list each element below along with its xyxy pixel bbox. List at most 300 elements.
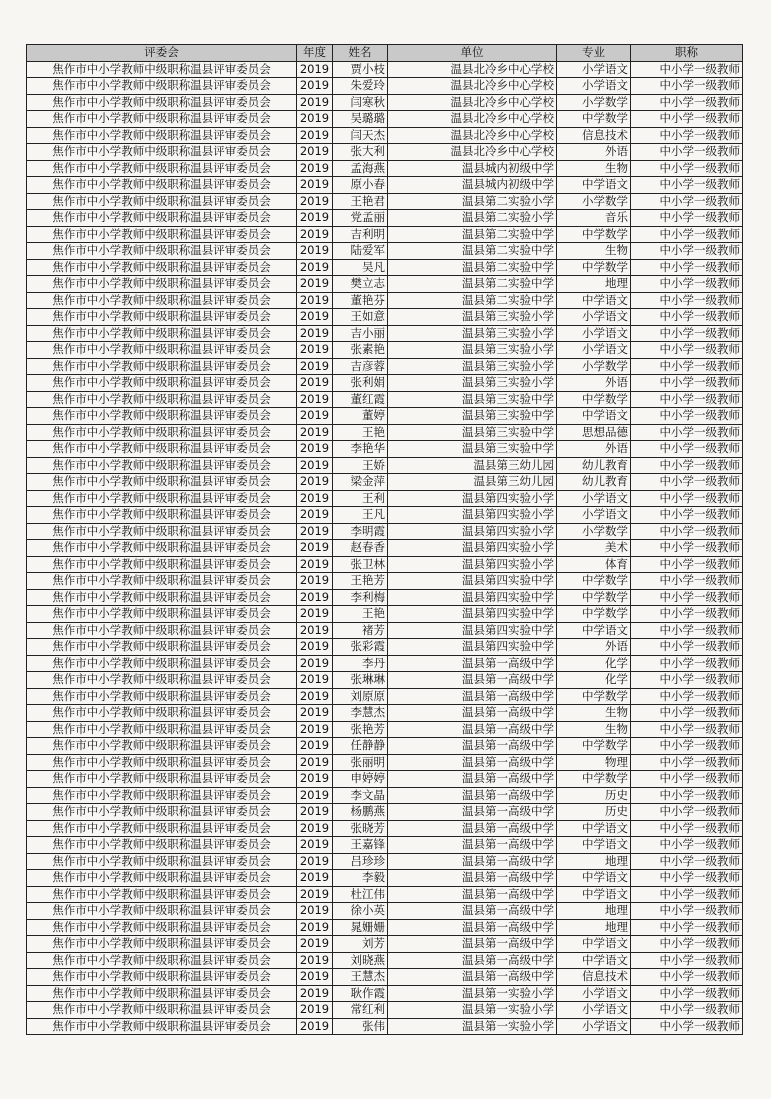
- cell-unit: 温县北冷乡中心学校: [388, 78, 557, 95]
- cell-unit: 温县城内初级中学: [388, 177, 557, 194]
- cell-unit: 温县北冷乡中心学校: [388, 111, 557, 128]
- cell-name: 樊立志: [333, 276, 388, 293]
- cell-committee: 焦作市中小学教师中级职称温县评审委员会: [27, 787, 297, 804]
- cell-name: 张大利: [333, 144, 388, 161]
- cell-year: 2019: [297, 606, 333, 623]
- cell-title: 中小学一级教师: [631, 243, 743, 260]
- cell-committee: 焦作市中小学教师中级职称温县评审委员会: [27, 177, 297, 194]
- table-row: [27, 672, 743, 689]
- cell-unit: 温县第二实验中学: [388, 276, 557, 293]
- cell-major: 中学语文: [557, 870, 631, 887]
- cell-title: 中小学一级教师: [631, 177, 743, 194]
- cell-name: 张丽明: [333, 754, 388, 771]
- cell-major: 小学语文: [557, 1002, 631, 1019]
- cell-name: 张素艳: [333, 342, 388, 359]
- cell-major: 地理: [557, 853, 631, 870]
- table-row: [27, 985, 743, 1002]
- cell-committee: 焦作市中小学教师中级职称温县评审委员会: [27, 639, 297, 656]
- table-row: [27, 457, 743, 474]
- cell-title: 中小学一级教师: [631, 523, 743, 540]
- cell-name: 梁金萍: [333, 474, 388, 491]
- cell-name: 吴凡: [333, 259, 388, 276]
- cell-unit: 温县第四实验中学: [388, 606, 557, 623]
- cell-title: 中小学一级教师: [631, 474, 743, 491]
- cell-unit: 温县第一高级中学: [388, 820, 557, 837]
- cell-major: 音乐: [557, 210, 631, 227]
- cell-name: 申婷婷: [333, 771, 388, 788]
- cell-committee: 焦作市中小学教师中级职称温县评审委员会: [27, 622, 297, 639]
- table-row: [27, 226, 743, 243]
- table-row: [27, 94, 743, 111]
- cell-name: 董艳芬: [333, 292, 388, 309]
- cell-unit: 温县第一高级中学: [388, 787, 557, 804]
- cell-major: 中学数学: [557, 259, 631, 276]
- cell-unit: 温县第二实验小学: [388, 193, 557, 210]
- cell-committee: 焦作市中小学教师中级职称温县评审委员会: [27, 309, 297, 326]
- cell-year: 2019: [297, 243, 333, 260]
- cell-major: 中学数学: [557, 688, 631, 705]
- cell-name: 王利: [333, 490, 388, 507]
- cell-committee: 焦作市中小学教师中级职称温县评审委员会: [27, 61, 297, 78]
- cell-unit: 温县第一高级中学: [388, 738, 557, 755]
- cell-name: 李毅: [333, 870, 388, 887]
- cell-year: 2019: [297, 573, 333, 590]
- table-row: [27, 111, 743, 128]
- cell-year: 2019: [297, 936, 333, 953]
- cell-title: 中小学一级教师: [631, 78, 743, 95]
- table-row: [27, 523, 743, 540]
- table-row: [27, 1002, 743, 1019]
- cell-committee: 焦作市中小学教师中级职称温县评审委员会: [27, 474, 297, 491]
- cell-name: 耿作霞: [333, 985, 388, 1002]
- cell-unit: 温县第三幼儿园: [388, 474, 557, 491]
- cell-name: 吉彦蓉: [333, 358, 388, 375]
- cell-committee: 焦作市中小学教师中级职称温县评审委员会: [27, 441, 297, 458]
- cell-major: 小学语文: [557, 61, 631, 78]
- cell-year: 2019: [297, 457, 333, 474]
- cell-year: 2019: [297, 754, 333, 771]
- cell-committee: 焦作市中小学教师中级职称温县评审委员会: [27, 985, 297, 1002]
- table-row: [27, 358, 743, 375]
- cell-unit: 温县北冷乡中心学校: [388, 127, 557, 144]
- cell-committee: 焦作市中小学教师中级职称温县评审委员会: [27, 210, 297, 227]
- cell-major: 生物: [557, 160, 631, 177]
- cell-major: 生物: [557, 243, 631, 260]
- table-row: [27, 540, 743, 557]
- cell-committee: 焦作市中小学教师中级职称温县评审委员会: [27, 94, 297, 111]
- cell-name: 王艳芳: [333, 573, 388, 590]
- cell-title: 中小学一级教师: [631, 276, 743, 293]
- cell-committee: 焦作市中小学教师中级职称温县评审委员会: [27, 721, 297, 738]
- cell-committee: 焦作市中小学教师中级职称温县评审委员会: [27, 754, 297, 771]
- cell-major: 物理: [557, 754, 631, 771]
- cell-title: 中小学一级教师: [631, 787, 743, 804]
- cell-title: 中小学一级教师: [631, 144, 743, 161]
- cell-unit: 温县第一高级中学: [388, 837, 557, 854]
- cell-title: 中小学一级教师: [631, 457, 743, 474]
- cell-committee: 焦作市中小学教师中级职称温县评审委员会: [27, 457, 297, 474]
- cell-year: 2019: [297, 408, 333, 425]
- table-row: [27, 903, 743, 920]
- cell-major: 小学语文: [557, 507, 631, 524]
- cell-major: 信息技术: [557, 127, 631, 144]
- cell-major: 外语: [557, 375, 631, 392]
- cell-committee: 焦作市中小学教师中级职称温县评审委员会: [27, 672, 297, 689]
- cell-year: 2019: [297, 820, 333, 837]
- cell-name: 吉利明: [333, 226, 388, 243]
- cell-name: 吕珍珍: [333, 853, 388, 870]
- cell-year: 2019: [297, 94, 333, 111]
- cell-major: 中学数学: [557, 589, 631, 606]
- cell-name: 徐小英: [333, 903, 388, 920]
- cell-major: 中学语文: [557, 952, 631, 969]
- cell-major: 化学: [557, 655, 631, 672]
- cell-year: 2019: [297, 952, 333, 969]
- cell-unit: 温县第三实验中学: [388, 424, 557, 441]
- cell-unit: 温县第四实验中学: [388, 573, 557, 590]
- table-row: [27, 160, 743, 177]
- table-row: [27, 259, 743, 276]
- cell-title: 中小学一级教师: [631, 210, 743, 227]
- cell-year: 2019: [297, 358, 333, 375]
- cell-unit: 温县城内初级中学: [388, 160, 557, 177]
- cell-name: 王艳: [333, 424, 388, 441]
- cell-major: 中学语文: [557, 292, 631, 309]
- cell-title: 中小学一级教师: [631, 556, 743, 573]
- cell-title: 中小学一级教师: [631, 606, 743, 623]
- cell-title: 中小学一级教师: [631, 705, 743, 722]
- cell-major: 小学数学: [557, 358, 631, 375]
- cell-year: 2019: [297, 61, 333, 78]
- cell-major: 小学数学: [557, 94, 631, 111]
- cell-major: 中学数学: [557, 738, 631, 755]
- cell-committee: 焦作市中小学教师中级职称温县评审委员会: [27, 276, 297, 293]
- cell-year: 2019: [297, 540, 333, 557]
- cell-title: 中小学一级教师: [631, 903, 743, 920]
- cell-major: 中学语文: [557, 820, 631, 837]
- cell-committee: 焦作市中小学教师中级职称温县评审委员会: [27, 1018, 297, 1035]
- cell-title: 中小学一级教师: [631, 342, 743, 359]
- cell-year: 2019: [297, 903, 333, 920]
- table-row: [27, 243, 743, 260]
- cell-title: 中小学一级教师: [631, 721, 743, 738]
- cell-major: 地理: [557, 919, 631, 936]
- cell-unit: 温县第一高级中学: [388, 853, 557, 870]
- cell-committee: 焦作市中小学教师中级职称温县评审委员会: [27, 127, 297, 144]
- cell-name: 李文晶: [333, 787, 388, 804]
- cell-title: 中小学一级教师: [631, 292, 743, 309]
- cell-name: 李艳华: [333, 441, 388, 458]
- cell-name: 张琳琳: [333, 672, 388, 689]
- cell-name: 吉小丽: [333, 325, 388, 342]
- cell-committee: 焦作市中小学教师中级职称温县评审委员会: [27, 919, 297, 936]
- table-row: [27, 804, 743, 821]
- cell-unit: 温县第一高级中学: [388, 936, 557, 953]
- cell-major: 幼儿教育: [557, 474, 631, 491]
- cell-major: 历史: [557, 804, 631, 821]
- cell-committee: 焦作市中小学教师中级职称温县评审委员会: [27, 507, 297, 524]
- cell-unit: 温县第一实验小学: [388, 1002, 557, 1019]
- cell-major: 外语: [557, 144, 631, 161]
- cell-year: 2019: [297, 969, 333, 986]
- cell-name: 王凡: [333, 507, 388, 524]
- cell-year: 2019: [297, 837, 333, 854]
- cell-year: 2019: [297, 276, 333, 293]
- cell-year: 2019: [297, 870, 333, 887]
- cell-major: 生物: [557, 705, 631, 722]
- cell-unit: 温县第一高级中学: [388, 969, 557, 986]
- cell-name: 党孟丽: [333, 210, 388, 227]
- roster-sheet: [26, 44, 742, 1035]
- cell-unit: 温县第三实验小学: [388, 309, 557, 326]
- cell-major: 外语: [557, 639, 631, 656]
- cell-major: 中学语文: [557, 622, 631, 639]
- cell-title: 中小学一级教师: [631, 540, 743, 557]
- cell-major: 中学数学: [557, 606, 631, 623]
- cell-year: 2019: [297, 259, 333, 276]
- table-row: [27, 61, 743, 78]
- cell-unit: 温县第一高级中学: [388, 771, 557, 788]
- cell-committee: 焦作市中小学教师中级职称温县评审委员会: [27, 226, 297, 243]
- cell-committee: 焦作市中小学教师中级职称温县评审委员会: [27, 853, 297, 870]
- cell-name: 杜江伟: [333, 886, 388, 903]
- cell-name: 董婷: [333, 408, 388, 425]
- cell-unit: 温县第二实验小学: [388, 210, 557, 227]
- cell-major: 生物: [557, 721, 631, 738]
- cell-name: 刘晓燕: [333, 952, 388, 969]
- cell-year: 2019: [297, 226, 333, 243]
- cell-unit: 温县北冷乡中心学校: [388, 94, 557, 111]
- table-row: [27, 771, 743, 788]
- cell-year: 2019: [297, 193, 333, 210]
- cell-committee: 焦作市中小学教师中级职称温县评审委员会: [27, 952, 297, 969]
- cell-unit: 温县北冷乡中心学校: [388, 61, 557, 78]
- cell-title: 中小学一级教师: [631, 507, 743, 524]
- cell-unit: 温县第三实验小学: [388, 375, 557, 392]
- table-row: [27, 837, 743, 854]
- cell-title: 中小学一级教师: [631, 358, 743, 375]
- cell-unit: 温县北冷乡中心学校: [388, 144, 557, 161]
- cell-major: 中学语文: [557, 837, 631, 854]
- cell-committee: 焦作市中小学教师中级职称温县评审委员会: [27, 292, 297, 309]
- cell-major: 中学语文: [557, 177, 631, 194]
- cell-year: 2019: [297, 672, 333, 689]
- cell-year: 2019: [297, 639, 333, 656]
- cell-year: 2019: [297, 342, 333, 359]
- cell-unit: 温县第一高级中学: [388, 919, 557, 936]
- cell-unit: 温县第一实验小学: [388, 1018, 557, 1035]
- cell-name: 赵春香: [333, 540, 388, 557]
- table-row: [27, 952, 743, 969]
- cell-year: 2019: [297, 424, 333, 441]
- cell-year: 2019: [297, 622, 333, 639]
- cell-year: 2019: [297, 375, 333, 392]
- cell-name: 王娇: [333, 457, 388, 474]
- cell-year: 2019: [297, 292, 333, 309]
- cell-year: 2019: [297, 919, 333, 936]
- cell-year: 2019: [297, 853, 333, 870]
- cell-title: 中小学一级教师: [631, 886, 743, 903]
- cell-committee: 焦作市中小学教师中级职称温县评审委员会: [27, 705, 297, 722]
- cell-title: 中小学一级教师: [631, 738, 743, 755]
- cell-year: 2019: [297, 721, 333, 738]
- cell-unit: 温县第二实验中学: [388, 226, 557, 243]
- cell-unit: 温县第四实验小学: [388, 490, 557, 507]
- cell-title: 中小学一级教师: [631, 655, 743, 672]
- cell-title: 中小学一级教师: [631, 853, 743, 870]
- cell-title: 中小学一级教师: [631, 375, 743, 392]
- table-row: [27, 325, 743, 342]
- cell-committee: 焦作市中小学教师中级职称温县评审委员会: [27, 523, 297, 540]
- table-row: [27, 655, 743, 672]
- cell-year: 2019: [297, 523, 333, 540]
- table-row: [27, 754, 743, 771]
- cell-name: 李丹: [333, 655, 388, 672]
- cell-unit: 温县第一高级中学: [388, 804, 557, 821]
- table-row: [27, 424, 743, 441]
- cell-major: 小学语文: [557, 309, 631, 326]
- table-row: [27, 276, 743, 293]
- cell-committee: 焦作市中小学教师中级职称温县评审委员会: [27, 490, 297, 507]
- cell-major: 中学语文: [557, 886, 631, 903]
- cell-name: 晁姗姗: [333, 919, 388, 936]
- cell-title: 中小学一级教师: [631, 259, 743, 276]
- cell-major: 小学语文: [557, 985, 631, 1002]
- cell-year: 2019: [297, 787, 333, 804]
- table-row: [27, 144, 743, 161]
- cell-committee: 焦作市中小学教师中级职称温县评审委员会: [27, 160, 297, 177]
- cell-major: 外语: [557, 441, 631, 458]
- table-row: [27, 919, 743, 936]
- cell-year: 2019: [297, 985, 333, 1002]
- cell-major: 体育: [557, 556, 631, 573]
- cell-title: 中小学一级教师: [631, 94, 743, 111]
- cell-committee: 焦作市中小学教师中级职称温县评审委员会: [27, 886, 297, 903]
- cell-committee: 焦作市中小学教师中级职称温县评审委员会: [27, 655, 297, 672]
- cell-name: 张卫林: [333, 556, 388, 573]
- cell-name: 刘芳: [333, 936, 388, 953]
- cell-unit: 温县第一高级中学: [388, 655, 557, 672]
- cell-unit: 温县第三实验小学: [388, 358, 557, 375]
- cell-unit: 温县第三实验中学: [388, 391, 557, 408]
- cell-committee: 焦作市中小学教师中级职称温县评审委员会: [27, 424, 297, 441]
- cell-year: 2019: [297, 111, 333, 128]
- cell-unit: 温县第一高级中学: [388, 754, 557, 771]
- table-row: [27, 705, 743, 722]
- cell-year: 2019: [297, 325, 333, 342]
- cell-title: 中小学一级教师: [631, 408, 743, 425]
- cell-unit: 温县第三实验小学: [388, 325, 557, 342]
- cell-title: 中小学一级教师: [631, 622, 743, 639]
- cell-year: 2019: [297, 589, 333, 606]
- cell-name: 孟海燕: [333, 160, 388, 177]
- cell-year: 2019: [297, 556, 333, 573]
- cell-name: 朱爱玲: [333, 78, 388, 95]
- cell-name: 李利梅: [333, 589, 388, 606]
- cell-unit: 温县第三实验中学: [388, 408, 557, 425]
- cell-year: 2019: [297, 507, 333, 524]
- cell-committee: 焦作市中小学教师中级职称温县评审委员会: [27, 820, 297, 837]
- cell-unit: 温县第四实验小学: [388, 556, 557, 573]
- cell-major: 地理: [557, 903, 631, 920]
- table-row: [27, 589, 743, 606]
- cell-title: 中小学一级教师: [631, 639, 743, 656]
- header-row: [27, 45, 743, 62]
- cell-year: 2019: [297, 474, 333, 491]
- table-row: [27, 127, 743, 144]
- header-title: 职称: [631, 45, 743, 62]
- cell-title: 中小学一级教师: [631, 391, 743, 408]
- cell-major: 中学数学: [557, 111, 631, 128]
- cell-committee: 焦作市中小学教师中级职称温县评审委员会: [27, 193, 297, 210]
- cell-committee: 焦作市中小学教师中级职称温县评审委员会: [27, 408, 297, 425]
- cell-major: 历史: [557, 787, 631, 804]
- table-row: [27, 820, 743, 837]
- table-row: [27, 375, 743, 392]
- cell-year: 2019: [297, 160, 333, 177]
- cell-name: 闫天杰: [333, 127, 388, 144]
- cell-committee: 焦作市中小学教师中级职称温县评审委员会: [27, 837, 297, 854]
- cell-committee: 焦作市中小学教师中级职称温县评审委员会: [27, 243, 297, 260]
- cell-committee: 焦作市中小学教师中级职称温县评审委员会: [27, 111, 297, 128]
- cell-major: 小学数学: [557, 193, 631, 210]
- cell-name: 常红利: [333, 1002, 388, 1019]
- cell-title: 中小学一级教师: [631, 754, 743, 771]
- cell-name: 贾小枝: [333, 61, 388, 78]
- cell-title: 中小学一级教师: [631, 919, 743, 936]
- cell-name: 褚芳: [333, 622, 388, 639]
- cell-major: 中学语文: [557, 936, 631, 953]
- cell-title: 中小学一级教师: [631, 325, 743, 342]
- cell-title: 中小学一级教师: [631, 804, 743, 821]
- table-row: [27, 177, 743, 194]
- cell-major: 小学语文: [557, 490, 631, 507]
- header-unit: 单位: [388, 45, 557, 62]
- cell-unit: 温县第一高级中学: [388, 886, 557, 903]
- cell-unit: 温县第一高级中学: [388, 903, 557, 920]
- cell-major: 小学语文: [557, 1018, 631, 1035]
- cell-year: 2019: [297, 655, 333, 672]
- cell-year: 2019: [297, 1018, 333, 1035]
- cell-year: 2019: [297, 804, 333, 821]
- cell-title: 中小学一级教师: [631, 969, 743, 986]
- cell-title: 中小学一级教师: [631, 589, 743, 606]
- cell-committee: 焦作市中小学教师中级职称温县评审委员会: [27, 870, 297, 887]
- cell-title: 中小学一级教师: [631, 309, 743, 326]
- cell-committee: 焦作市中小学教师中级职称温县评审委员会: [27, 259, 297, 276]
- cell-committee: 焦作市中小学教师中级职称温县评审委员会: [27, 358, 297, 375]
- cell-name: 王如意: [333, 309, 388, 326]
- cell-year: 2019: [297, 688, 333, 705]
- table-row: [27, 886, 743, 903]
- cell-unit: 温县第一高级中学: [388, 705, 557, 722]
- cell-year: 2019: [297, 705, 333, 722]
- cell-major: 中学语文: [557, 408, 631, 425]
- table-row: [27, 556, 743, 573]
- cell-year: 2019: [297, 771, 333, 788]
- table-row: [27, 78, 743, 95]
- table-row: [27, 408, 743, 425]
- cell-title: 中小学一级教师: [631, 441, 743, 458]
- cell-committee: 焦作市中小学教师中级职称温县评审委员会: [27, 144, 297, 161]
- cell-title: 中小学一级教师: [631, 490, 743, 507]
- cell-committee: 焦作市中小学教师中级职称温县评审委员会: [27, 771, 297, 788]
- cell-title: 中小学一级教师: [631, 61, 743, 78]
- cell-committee: 焦作市中小学教师中级职称温县评审委员会: [27, 969, 297, 986]
- header-year: 年度: [297, 45, 333, 62]
- table-row: [27, 210, 743, 227]
- cell-unit: 温县第四实验小学: [388, 540, 557, 557]
